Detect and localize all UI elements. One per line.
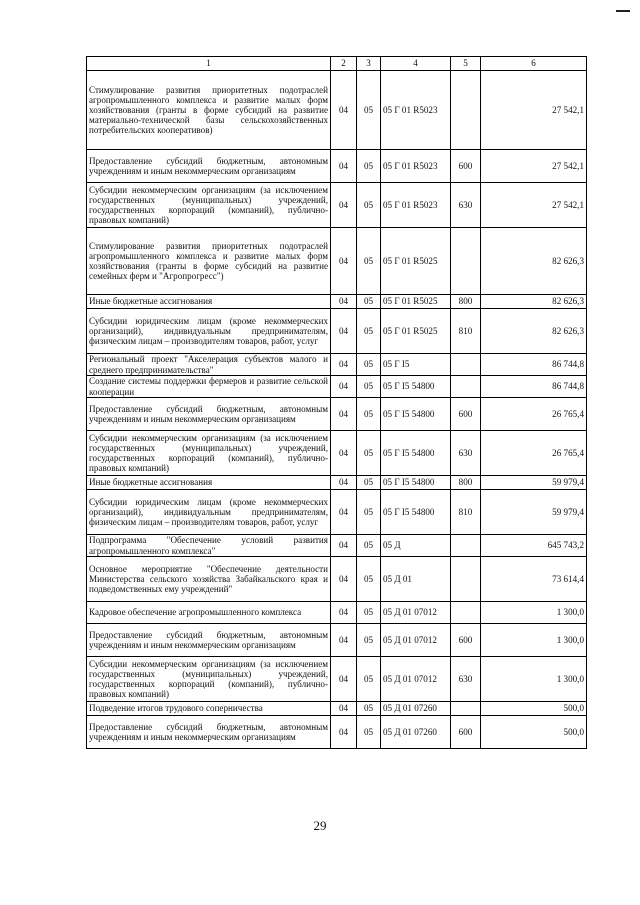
- row-target-cell: 05 Г I5 54800: [381, 398, 451, 431]
- row-subsection-cell: 05: [357, 228, 381, 295]
- table-row: [87, 657, 587, 702]
- row-name-cell: Создание системы поддержки фермеров и развитие сельской кооперации: [87, 376, 331, 398]
- row-target-cell: 05 Д 01 07012: [381, 657, 451, 702]
- header-cell-target: 4: [381, 57, 451, 71]
- row-name-cell: Стимулирование развития приоритетных подотраслей агропромышленного комплекса и развитие малых форм хозяйствования (гранты в форме субсидий на развитие материально-технической базы сельскохозяйственных потребительских кооперативов): [87, 71, 331, 150]
- row-subsection-cell: 05: [357, 295, 381, 309]
- row-kind-cell: 630: [451, 657, 481, 702]
- row-section-cell: 04: [331, 716, 357, 749]
- row-kind-cell: 800: [451, 295, 481, 309]
- row-section-cell: 04: [331, 602, 357, 624]
- row-subsection-cell: 05: [357, 490, 381, 535]
- row-name-cell: Субсидии некоммерческим организациям (за исключением государственных (муниципальных) учреждений, государственных корпораций (компаний), публично-правовых компаний): [87, 183, 331, 228]
- table-row: [87, 602, 587, 624]
- row-target-cell: 05 Г I5 54800: [381, 476, 451, 490]
- table-row: [87, 376, 587, 398]
- header-row: [87, 57, 587, 71]
- table-row: [87, 716, 587, 749]
- row-subsection-cell: 05: [357, 431, 381, 476]
- row-kind-cell: 600: [451, 398, 481, 431]
- row-amount-cell: 86 744,8: [481, 354, 587, 376]
- row-name-cell: Субсидии юридическим лицам (кроме некоммерческих организаций), индивидуальным предпринимателям, физическим лицам – производителям товаров, работ, услуг: [87, 490, 331, 535]
- row-name-cell: Подпрограмма "Обеспечение условий развития агропромышленного комплекса": [87, 535, 331, 557]
- row-section-cell: 04: [331, 376, 357, 398]
- row-amount-cell: 1 300,0: [481, 602, 587, 624]
- row-section-cell: 04: [331, 398, 357, 431]
- page-number: 29: [313, 818, 327, 833]
- row-target-cell: 05 Г 01 R5023: [381, 71, 451, 150]
- table-row: [87, 71, 587, 150]
- row-subsection-cell: 05: [357, 476, 381, 490]
- row-kind-cell: [451, 535, 481, 557]
- row-amount-cell: 500,0: [481, 702, 587, 716]
- row-amount-cell: 645 743,2: [481, 535, 587, 557]
- row-target-cell: 05 Д 01 07260: [381, 716, 451, 749]
- table-row: [87, 354, 587, 376]
- row-amount-cell: 59 979,4: [481, 490, 587, 535]
- row-amount-cell: 59 979,4: [481, 476, 587, 490]
- table-row: [87, 431, 587, 476]
- table-row: [87, 183, 587, 228]
- table-row: [87, 228, 587, 295]
- row-amount-cell: 500,0: [481, 716, 587, 749]
- row-subsection-cell: 05: [357, 398, 381, 431]
- row-subsection-cell: 05: [357, 183, 381, 228]
- row-name-cell: Подведение итогов трудового соперничества: [87, 702, 331, 716]
- row-name-cell: Кадровое обеспечение агропромышленного комплекса: [87, 602, 331, 624]
- row-amount-cell: 27 542,1: [481, 183, 587, 228]
- table-row: [87, 490, 587, 535]
- row-amount-cell: 82 626,3: [481, 309, 587, 354]
- row-name-cell: Предоставление субсидий бюджетным, автономным учреждениям и иным некоммерческим организациям: [87, 624, 331, 657]
- header-cell-kind: 5: [451, 57, 481, 71]
- row-section-cell: 04: [331, 624, 357, 657]
- row-kind-cell: [451, 376, 481, 398]
- row-kind-cell: [451, 71, 481, 150]
- row-subsection-cell: 05: [357, 602, 381, 624]
- row-section-cell: 04: [331, 183, 357, 228]
- corner-mark: [616, 10, 630, 12]
- row-subsection-cell: 05: [357, 309, 381, 354]
- row-amount-cell: 82 626,3: [481, 295, 587, 309]
- table-row: [87, 150, 587, 183]
- row-subsection-cell: 05: [357, 150, 381, 183]
- row-section-cell: 04: [331, 490, 357, 535]
- row-name-cell: Иные бюджетные ассигнования: [87, 476, 331, 490]
- row-amount-cell: 26 765,4: [481, 431, 587, 476]
- row-target-cell: 05 Г 01 R5025: [381, 309, 451, 354]
- row-target-cell: 05 Г I5 54800: [381, 490, 451, 535]
- row-kind-cell: 600: [451, 624, 481, 657]
- row-target-cell: 05 Г I5: [381, 354, 451, 376]
- row-subsection-cell: 05: [357, 71, 381, 150]
- row-name-cell: Иные бюджетные ассигнования: [87, 295, 331, 309]
- row-name-cell: Стимулирование развития приоритетных подотраслей агропромышленного комплекса и развитие малых форм хозяйствования (гранты в форме субсидий на развитие семейных ферм и "Агропрогресс"): [87, 228, 331, 295]
- row-kind-cell: [451, 602, 481, 624]
- row-section-cell: 04: [331, 228, 357, 295]
- row-name-cell: Субсидии юридическим лицам (кроме некоммерческих организаций), индивидуальным предпринимателям, физическим лицам – производителям товаров, работ, услуг: [87, 309, 331, 354]
- row-section-cell: 04: [331, 71, 357, 150]
- header-cell-subsection: 3: [357, 57, 381, 71]
- row-kind-cell: 810: [451, 309, 481, 354]
- row-target-cell: 05 Д 01: [381, 557, 451, 602]
- row-target-cell: 05 Г 01 R5023: [381, 183, 451, 228]
- row-target-cell: 05 Д 01 07260: [381, 702, 451, 716]
- table-row: [87, 535, 587, 557]
- row-subsection-cell: 05: [357, 657, 381, 702]
- row-name-cell: Предоставление субсидий бюджетным, автономным учреждениям и иным некоммерческим организациям: [87, 398, 331, 431]
- table-row: [87, 476, 587, 490]
- row-kind-cell: 600: [451, 716, 481, 749]
- row-subsection-cell: 05: [357, 624, 381, 657]
- row-amount-cell: 86 744,8: [481, 376, 587, 398]
- table-row: [87, 557, 587, 602]
- row-kind-cell: 810: [451, 490, 481, 535]
- row-amount-cell: 73 614,4: [481, 557, 587, 602]
- row-amount-cell: 1 300,0: [481, 657, 587, 702]
- row-section-cell: 04: [331, 295, 357, 309]
- table-row: [87, 702, 587, 716]
- row-target-cell: 05 Г 01 R5023: [381, 150, 451, 183]
- header-cell-section: 2: [331, 57, 357, 71]
- budget-table: [86, 56, 587, 749]
- row-target-cell: 05 Д 01 07012: [381, 602, 451, 624]
- header-cell-amount: 6: [481, 57, 587, 71]
- row-section-cell: 04: [331, 535, 357, 557]
- row-subsection-cell: 05: [357, 354, 381, 376]
- row-section-cell: 04: [331, 150, 357, 183]
- row-name-cell: Субсидии некоммерческим организациям (за исключением государственных (муниципальных) учреждений, государственных корпораций (компаний), публично-правовых компаний): [87, 431, 331, 476]
- row-section-cell: 04: [331, 309, 357, 354]
- row-subsection-cell: 05: [357, 557, 381, 602]
- row-target-cell: 05 Г 01 R5025: [381, 295, 451, 309]
- row-section-cell: 04: [331, 657, 357, 702]
- row-kind-cell: 630: [451, 431, 481, 476]
- row-amount-cell: 82 626,3: [481, 228, 587, 295]
- row-target-cell: 05 Г I5 54800: [381, 431, 451, 476]
- row-amount-cell: 1 300,0: [481, 624, 587, 657]
- row-subsection-cell: 05: [357, 702, 381, 716]
- table-row: [87, 309, 587, 354]
- row-kind-cell: 600: [451, 150, 481, 183]
- table-row: [87, 398, 587, 431]
- row-name-cell: Региональный проект "Акселерация субъектов малого и среднего предпринимательства": [87, 354, 331, 376]
- row-kind-cell: [451, 228, 481, 295]
- row-section-cell: 04: [331, 354, 357, 376]
- row-section-cell: 04: [331, 476, 357, 490]
- row-kind-cell: 800: [451, 476, 481, 490]
- row-amount-cell: 27 542,1: [481, 71, 587, 150]
- row-target-cell: 05 Д: [381, 535, 451, 557]
- row-name-cell: Субсидии некоммерческим организациям (за исключением государственных (муниципальных) учреждений, государственных корпораций (компаний), публично-правовых компаний): [87, 657, 331, 702]
- row-subsection-cell: 05: [357, 535, 381, 557]
- row-section-cell: 04: [331, 702, 357, 716]
- row-amount-cell: 27 542,1: [481, 150, 587, 183]
- header-cell-name: 1: [87, 57, 331, 71]
- row-name-cell: Предоставление субсидий бюджетным, автономным учреждениям и иным некоммерческим организациям: [87, 716, 331, 749]
- row-subsection-cell: 05: [357, 376, 381, 398]
- row-amount-cell: 26 765,4: [481, 398, 587, 431]
- row-name-cell: Предоставление субсидий бюджетным, автономным учреждениям и иным некоммерческим организациям: [87, 150, 331, 183]
- row-target-cell: 05 Д 01 07012: [381, 624, 451, 657]
- row-kind-cell: 630: [451, 183, 481, 228]
- row-section-cell: 04: [331, 431, 357, 476]
- table-row: [87, 295, 587, 309]
- row-kind-cell: [451, 354, 481, 376]
- table-row: [87, 624, 587, 657]
- row-subsection-cell: 05: [357, 716, 381, 749]
- row-target-cell: 05 Г I5 54800: [381, 376, 451, 398]
- row-kind-cell: [451, 702, 481, 716]
- row-name-cell: Основное мероприятие "Обеспечение деятельности Министерства сельского хозяйства Забайкальского края и подведомственных ему учреждений": [87, 557, 331, 602]
- row-target-cell: 05 Г 01 R5025: [381, 228, 451, 295]
- row-kind-cell: [451, 557, 481, 602]
- row-section-cell: 04: [331, 557, 357, 602]
